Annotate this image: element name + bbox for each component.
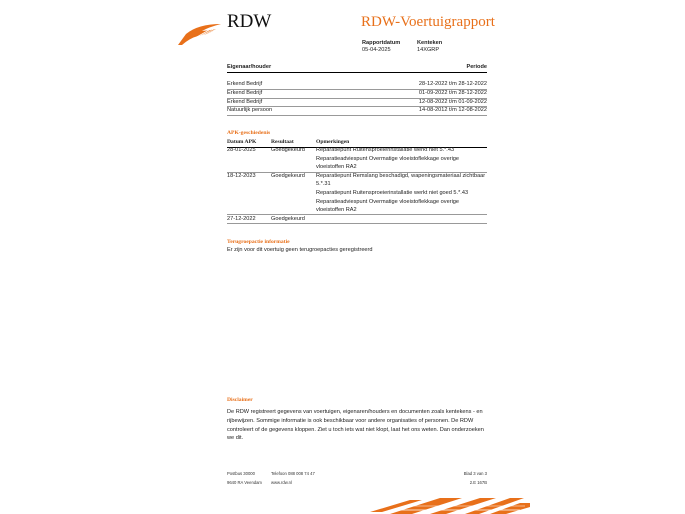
owner-row (227, 81, 487, 87)
apk-remark-line: Reparatiepunt Ruitensproeierinstallatie werkt niet goed 5.*.43 (316, 190, 469, 196)
owner-row (227, 99, 487, 105)
owner-period: 14-08-2012 t/m 12-08-2022 (418, 107, 487, 113)
owner-type: Erkend Bedrijf (227, 99, 263, 105)
apk-section-title: APK-geschiedenis (227, 130, 271, 136)
footer-city: 9640 RA Veendam (227, 480, 262, 485)
apk-remark-line: Reparatiepunt Ruitensproeierinstallatie werkt niet 5.*.43 (316, 147, 455, 153)
recall-section-title: Terugroepactie informatie (227, 239, 290, 245)
disclaimer-line: De RDW registreert gegevens van voertuigen, eigenaren/houders en documenten zoals kentekens - en (227, 409, 483, 415)
disclaimer-line: controleert of de gegevens kloppen. Ziet u toch iets wat niet klopt, laat het ons weten. Dan onderzoeken (227, 427, 484, 433)
owner-type: Natuurlijk persoon (227, 107, 273, 113)
owner-period: 01-09-2022 t/m 28-12-2022 (418, 90, 487, 96)
apk-date: 28-01-2025 (227, 147, 256, 153)
owner-period: 12-08-2022 t/m 01-09-2022 (418, 99, 487, 105)
plate-label: Kenteken (417, 40, 443, 46)
owner-row (227, 90, 487, 96)
disclaimer-line: we dit. (227, 435, 244, 441)
footer-document-code: 2.E 167B (469, 480, 487, 485)
logo-text: RDW (227, 11, 272, 32)
rdw-logo-icon (176, 22, 222, 46)
recall-text: Er zijn voor dit voertuig geen terugroepacties geregistreerd (227, 247, 373, 253)
footer-page-number: Blad 3 van 3 (463, 471, 487, 476)
apk-remark-line: vloeistoffen RA2 (316, 207, 357, 213)
owner-period: 28-12-2022 t/m 28-12-2022 (418, 81, 487, 87)
row-divider (227, 223, 487, 224)
apk-remark-line: vloeistoffen RA2 (316, 164, 357, 170)
apk-date: 27-12-2022 (227, 216, 256, 222)
footer-postbus: Postbus 30000 (227, 471, 255, 476)
row-divider (227, 115, 487, 116)
apk-result: Goedgekeurd (271, 216, 305, 222)
apk-remark-line: Reparatieadviespunt Overmatige vloeistoflekkage overige (316, 199, 460, 205)
row-divider (227, 214, 487, 215)
footer-phone: Telefoon 088 008 74 47 (271, 471, 315, 476)
apk-date-column-header: Datum APK (227, 139, 257, 145)
owner-column-header: Eigenaar/houder (227, 64, 272, 70)
footer-website[interactable]: www.rdw.nl (271, 480, 292, 485)
apk-remark-line: 5.*.31 (316, 181, 331, 187)
owner-row (227, 107, 487, 113)
owner-type: Erkend Bedrijf (227, 90, 263, 96)
apk-remark-line: Reparatiepunt Remslang beschadigd, wapeningsmateriaal zichtbaar (316, 173, 486, 179)
owners-header-divider (227, 72, 487, 73)
apk-date: 18-12-2023 (227, 173, 256, 179)
plate-value: 14XGRP (417, 47, 440, 53)
period-column-header: Periode (466, 64, 487, 70)
report-date-value: 05-04-2025 (362, 47, 391, 53)
report-date-label: Rapportdatum (362, 40, 401, 46)
disclaimer-line: rijbewijzen. Sommige informatie is ook beschikbaar voor andere organisaties of personen. De RDW (227, 418, 474, 424)
owner-type: Erkend Bedrijf (227, 81, 263, 87)
decorative-stripes-icon (370, 498, 530, 514)
owners-table-header (227, 64, 487, 70)
disclaimer-title: Disclaimer (227, 397, 253, 403)
apk-remark-line: Reparatieadviespunt Overmatige vloeistoflekkage overige (316, 156, 460, 162)
page-title: RDW-Voertuigrapport (361, 14, 495, 30)
apk-remarks-column-header: Opmerkingen (316, 139, 350, 145)
apk-result: Goedgekeurd (271, 173, 305, 179)
apk-result-column-header: Resultaat (271, 139, 294, 145)
apk-result: Goedgekeurd (271, 147, 305, 153)
